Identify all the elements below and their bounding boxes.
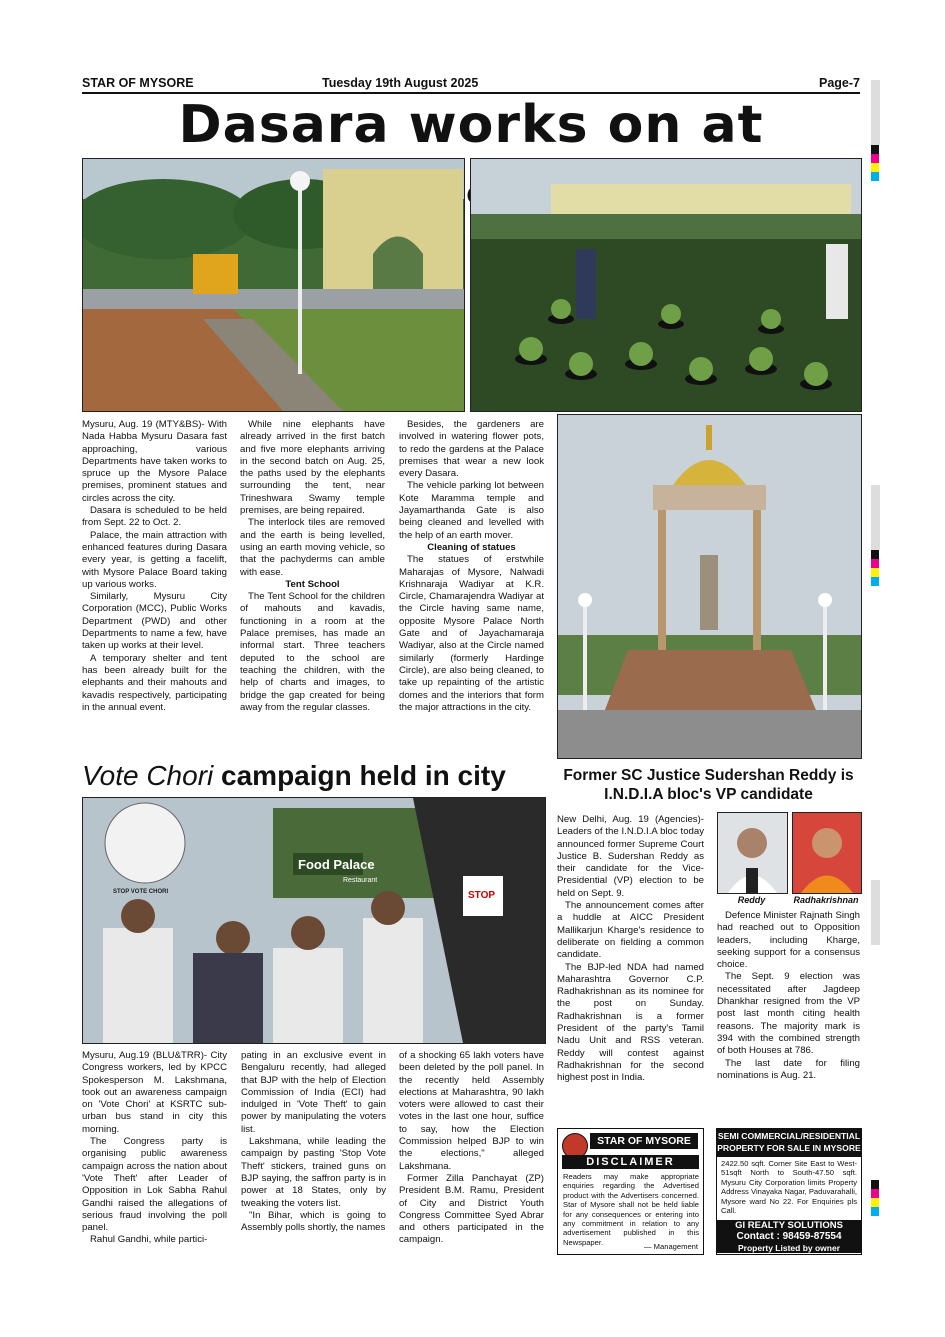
cmyk-marks-middle xyxy=(871,550,879,586)
story2-column-2 xyxy=(241,1050,386,1234)
photo-palace-gate xyxy=(82,158,465,412)
story1-column-1 xyxy=(82,419,227,714)
story3-column-2 xyxy=(717,910,860,1082)
photo-radhakrishnan xyxy=(792,812,862,894)
vp-candidate-headline: Former SC Justice Sudershan Reddy is I.N.D.I.A bloc's VP candidate xyxy=(563,767,854,803)
photo-statue-pavilion xyxy=(557,414,862,759)
ad-footer: Property Listed by owner xyxy=(737,1243,841,1253)
caption-radhakrishnan: Radhakrishnan xyxy=(793,895,859,905)
main-headline: Dasara works on at xyxy=(178,95,764,155)
cmyk-marks-top xyxy=(871,145,879,181)
grey-scale-bar xyxy=(871,485,880,550)
paragraph: Besides, the gardeners are involved in watering flower pots, to redo the gardens at the Palace premises that wear a new look every Dasara. xyxy=(399,419,544,480)
disclaimer-title: DISCLAIMER xyxy=(562,1155,699,1169)
vote-chori-headline xyxy=(82,760,552,794)
grey-scale-bar xyxy=(871,80,880,145)
paragraph: While nine elephants have already arrived in the first batch and five more elephants arriving in the second batch on Aug. 25, the paths used by the elephants surrounding the tent, near Trineshwara Swamy temple premises, are being repaired. xyxy=(240,419,385,517)
photo-palace-garden xyxy=(470,158,862,412)
paragraph: Lakshmana, while leading the campaign by pasting 'Stop Vote Theft' stickers, trained guns on BJP saying, the saffron party is in power at 18 States, only by tweaking the voters list. xyxy=(241,1136,386,1209)
paragraph: Rahul Gandhi, while partici- xyxy=(90,1234,208,1246)
ad-title: SEMI COMMERCIAL/RESIDENTIAL PROPERTY FOR SALE IN MYSORE xyxy=(717,1129,861,1157)
sign-food-palace: Food Palace xyxy=(298,857,375,872)
ad-contact-band xyxy=(717,1220,861,1253)
ad-phone: Contact : 98459-87554 xyxy=(736,1231,842,1242)
paragraph: The BJP-led NDA had named Maharashtra Governor C.P. Radhakrishnan as its nominee for the post on Sunday. Radhakrishnan is a former President of the party's Tamil Nadu Unit and RSS veteran. Reddy will contest against Radhakrishnan for the second highest post in India. xyxy=(557,961,704,1084)
paragraph: The statues of erstwhile Maharajas of Mysore, Nalwadi Krishnaraja Wadiyar at K.R. Circle, Chamarajendra Wadiyar at the Circle having same name, opposite Mysore Palace North Gate and of Jayachamaraja Wadiyar, also at the Circle named similarly (formerly Hardinge Circle), are also being cleaned, to take up repainting of the artistic domes and the interiors that form the major attractions in the city. xyxy=(399,554,544,713)
grey-scale-bar xyxy=(871,880,880,945)
paragraph: The last date for filing nominations is Aug. 21. xyxy=(717,1057,860,1081)
disclaimer-logo-text: STAR OF MYSORE xyxy=(590,1133,698,1149)
sign-restaurant: Restaurant xyxy=(343,877,378,884)
paragraph: A temporary shelter and tent has been already built for the elephants and their mahouts and kavadis respectively, participating in the annual event. xyxy=(82,652,227,713)
sticker-stop: STOP xyxy=(468,890,496,901)
disclaimer-signoff: — Management xyxy=(643,1242,698,1251)
story1-column-3 xyxy=(399,419,544,714)
paragraph: of a shocking 65 lakh voters have been deleted by the poll panel. In the recently held Assembly elections at Maharashtra, 90 lakh voters were allowed to cast their votes in the last one hour, suffice to say, how the Election Commission helped BJP to win the elections," alleged Lakshmana. xyxy=(399,1050,544,1172)
story1-column-2 xyxy=(240,419,385,714)
paragraph: Defence Minister Rajnath Singh had reached out to Opposition leaders, including Kharge, seeking support for a consensus choice. xyxy=(717,910,860,971)
paragraph: Palace, the main attraction with enhanced features during Dasara every year, is getting a facelift, with Mysore Palace Board taking up various works. xyxy=(82,529,227,590)
paragraph: The vehicle parking lot between Kote Maramma temple and Jayamarthanda Gate is also being cleaned and levelled with the help of an earth mover. xyxy=(399,480,544,541)
paragraph: The interlock tiles are removed and the earth is being levelled, using an earth moving vehicle, so that the pachyderms can amble with ease. xyxy=(240,517,385,578)
issue-date: Tuesday 19th August 2025 xyxy=(322,76,479,90)
cmyk-marks-bottom xyxy=(871,1180,879,1216)
story2-column-1 xyxy=(82,1050,227,1247)
paragraph: Mysuru, Aug. 19 (MTY&BS)- With Nada Habba Mysuru Dasara fast approaching, various Departments have taken works to spruce up the Mysore Palace premises, prominent statues and circles across the city. xyxy=(82,419,227,504)
ad-body: 2422.50 sqft. Corner Site East to West-51sqft North to South-47.50 sqft. Mysuru City Corporation limits Property Address Vinayaka Nagar, Paduvarahalli, Mysore ward No 22. For Enquiries pls Call. xyxy=(721,1159,857,1216)
property-ad xyxy=(716,1128,862,1255)
paragraph: Former Zilla Panchayat (ZP) President B.M. Ramu, President of City and District Youth Congress Committee Syed Abrar and others participated in the campaign. xyxy=(399,1172,544,1246)
paragraph: Similarly, Mysuru City Corporation (MCC), Public Works Department (PWD) and other Departments to name a few, have taken up works at their level. xyxy=(82,591,227,652)
headline-italic: Vote Chori xyxy=(82,760,214,791)
paragraph: pating in an exclusive event in Bengaluru recently, had alleged that BJP with the help of Election Commission of India (ECI) had indulged in 'Vote Theft' to gain power by manipulating the voters list. xyxy=(241,1050,386,1135)
disclaimer-body: Readers may make appropriate enquiries regarding the Advertised product with the Advertisers concerned. Star of Mysore shall not be held liable for any consequences or entering into any commitment in relation to any advertisement published in this Newspaper. xyxy=(563,1172,699,1247)
paragraph: Dasara is scheduled to be held from Sept. 22 to Oct. 2. xyxy=(82,505,227,529)
disclaimer-box xyxy=(557,1128,704,1255)
headline-rest: campaign held in city xyxy=(221,760,506,791)
paragraph: The Congress party is organising public awareness campaign across the nation about 'Vote Theft' after Leader of Opposition in Lok Sabha Rahul Gandhi raised the allegations of serious fraud involving the poll panel. xyxy=(82,1136,227,1234)
placard-text: STOP VOTE CHORI xyxy=(113,889,169,895)
subheading-tent-school: Tent School xyxy=(285,578,340,590)
paragraph: "In Bihar, which is going to Assembly polls shortly, the names xyxy=(241,1209,386,1234)
photo-vote-chori-campaign xyxy=(82,797,546,1044)
subheading-cleaning-statues: Cleaning of statues xyxy=(427,541,516,553)
ad-company: GI REALTY SOLUTIONS xyxy=(735,1220,843,1231)
paragraph: Mysuru, Aug.19 (BLU&TRR)- City Congress workers, led by KPCC Spokesperson M. Lakshmana, took out an awareness campaign on 'Vote Chori' at KSRTC sub-urban bus stand in city this morning. xyxy=(82,1050,227,1135)
story3-column-1 xyxy=(557,814,704,1085)
caption-reddy: Reddy xyxy=(737,895,766,905)
paragraph: The Sept. 9 election was necessitated after Jagdeep Dhankhar resigned from the VP post last month citing health reasons. The majority mark is 394 with the combined strength of both Houses at 786. xyxy=(717,971,860,1057)
page-number: Page-7 xyxy=(819,76,860,90)
paper-name: STAR OF MYSORE xyxy=(82,76,194,90)
paragraph: The announcement comes after a huddle at AICC President Mallikarjun Kharge's residence to deliberate on fielding a common candidate. xyxy=(557,900,704,961)
page-header xyxy=(82,74,860,92)
story2-column-3 xyxy=(399,1050,544,1247)
paragraph: New Delhi, Aug. 19 (Agencies)- Leaders of the I.N.D.I.A bloc today announced former Supreme Court Justice B. Sudershan Reddy as their candidate for the Vice-Presidential (VP) election to be held on Sept. 9. xyxy=(557,814,704,899)
photo-reddy xyxy=(717,812,788,894)
paragraph: The Tent School for the children of mahouts and kavadis, functioning in a room at the Palace premises, has made an informal start. Three teachers deputed to the school are teaching the children, with the help of charts and images, to bridge the gap created for being away from the regular classes. xyxy=(240,591,385,713)
